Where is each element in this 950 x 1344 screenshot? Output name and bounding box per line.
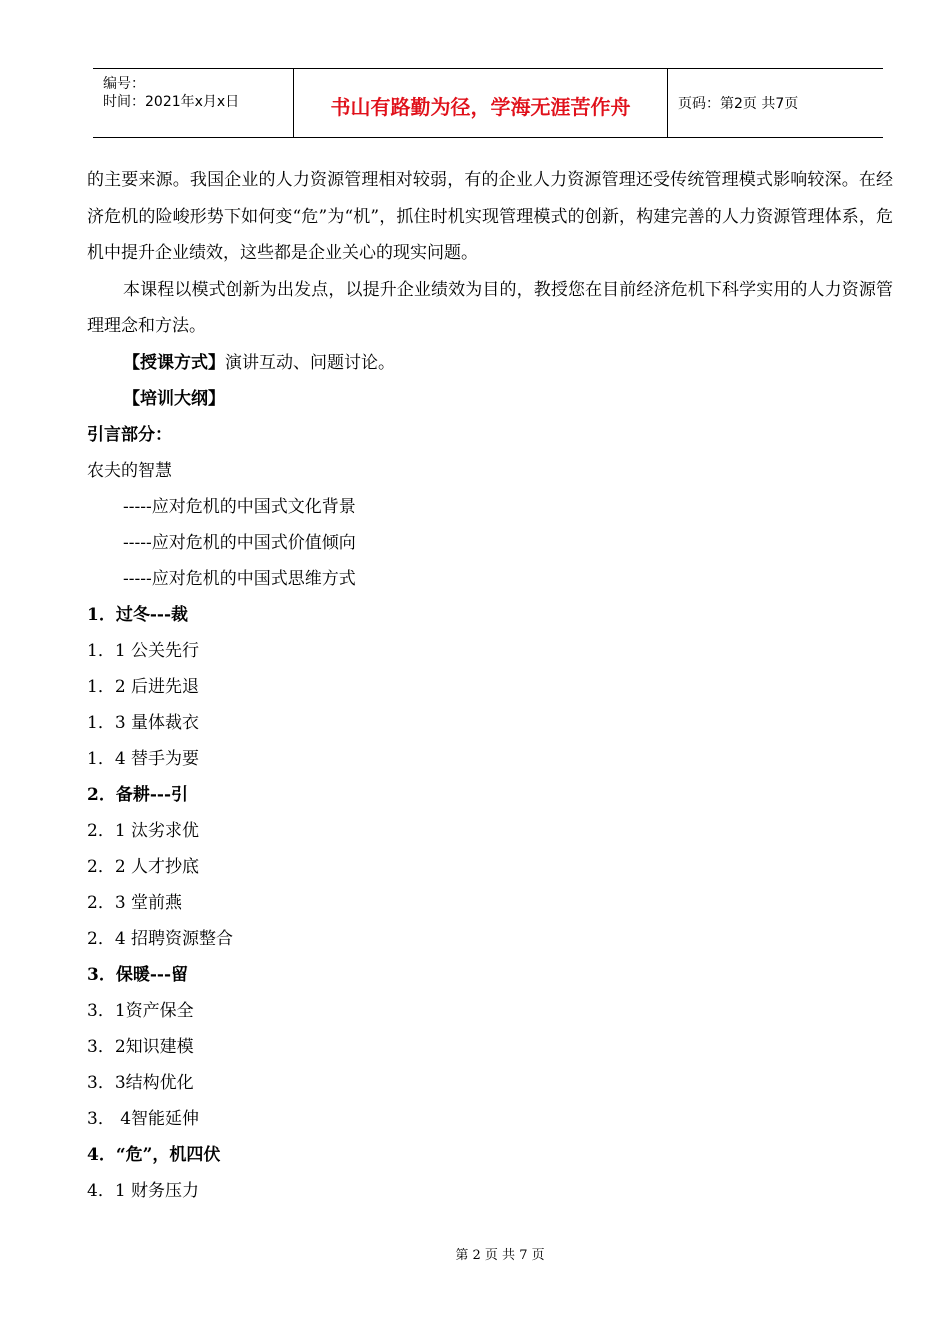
page-footer: 第 2 页 共 7 页 bbox=[455, 1248, 545, 1263]
paragraph-intro: 的主要来源。我国企业的人力资源管理相对较弱，有的企业人力资源管理还受传统管理模式影响较深。在经济危机的险峻形势下如何变“危”为“机”，抓住时机实现管理模式的创新，构建完善的人力资源管理体系，危机中提升企业绩效，这些都是企业关心的现实问题。 bbox=[87, 170, 893, 263]
section-3-heading: 3．保暖---留 bbox=[87, 964, 188, 985]
teaching-method bbox=[87, 345, 893, 381]
document-number-label: 编号： bbox=[103, 76, 145, 92]
section-3-item: 3．2知识建模 bbox=[87, 1036, 194, 1057]
section-2-item: 2．4 招聘资源整合 bbox=[87, 928, 234, 949]
outline-label: 【培训大纲】 bbox=[123, 388, 225, 409]
section-1-item: 1．4 替手为要 bbox=[87, 748, 200, 769]
page-header bbox=[93, 68, 883, 138]
intro-item: -----应对危机的中国式文化背景 bbox=[123, 496, 356, 517]
section-1-item: 1．2 后进先退 bbox=[87, 676, 200, 697]
section-1-heading: 1．过冬---裁 bbox=[87, 604, 188, 625]
section-2-item: 2．1 汰劣求优 bbox=[87, 820, 200, 841]
section-1-item: 1．1 公关先行 bbox=[87, 640, 200, 661]
header-page-code: 页码：第2页 共7页 bbox=[678, 96, 799, 112]
document-body bbox=[87, 162, 893, 1209]
intro-title: 农夫的智慧 bbox=[87, 460, 172, 481]
section-4-item: 4．1 财务压力 bbox=[87, 1180, 200, 1201]
section-2-heading: 2．备耕---引 bbox=[87, 784, 188, 805]
section-2-item: 2．3 堂前燕 bbox=[87, 892, 183, 913]
section-3-item: 3．3结构优化 bbox=[87, 1072, 194, 1093]
intro-item: -----应对危机的中国式思维方式 bbox=[123, 568, 356, 589]
intro-item: -----应对危机的中国式价值倾向 bbox=[123, 532, 356, 553]
teaching-method-text: 演讲互动、问题讨论。 bbox=[225, 352, 395, 373]
intro-heading: 引言部分： bbox=[87, 424, 172, 445]
section-3-item: 3．1资产保全 bbox=[87, 1000, 194, 1021]
document-time: 时间：2021年x月x日 bbox=[103, 94, 240, 110]
section-4-heading: 4．“危”，机四伏 bbox=[87, 1144, 221, 1165]
section-3-item: 3． 4智能延伸 bbox=[87, 1108, 200, 1129]
teaching-method-label: 【授课方式】 bbox=[123, 352, 225, 373]
header-motto-cell bbox=[294, 69, 668, 137]
header-meta bbox=[93, 69, 294, 137]
paragraph-course-goal: 本课程以模式创新为出发点，以提升企业绩效为目的，教授您在目前经济危机下科学实用的人力资源管理理念和方法。 bbox=[87, 279, 893, 336]
section-2-item: 2．2 人才抄底 bbox=[87, 856, 200, 877]
section-1-item: 1．3 量体裁衣 bbox=[87, 712, 200, 733]
header-page-cell bbox=[668, 69, 883, 137]
header-motto: 书山有路勤为径，学海无涯苦作舟 bbox=[330, 95, 631, 119]
